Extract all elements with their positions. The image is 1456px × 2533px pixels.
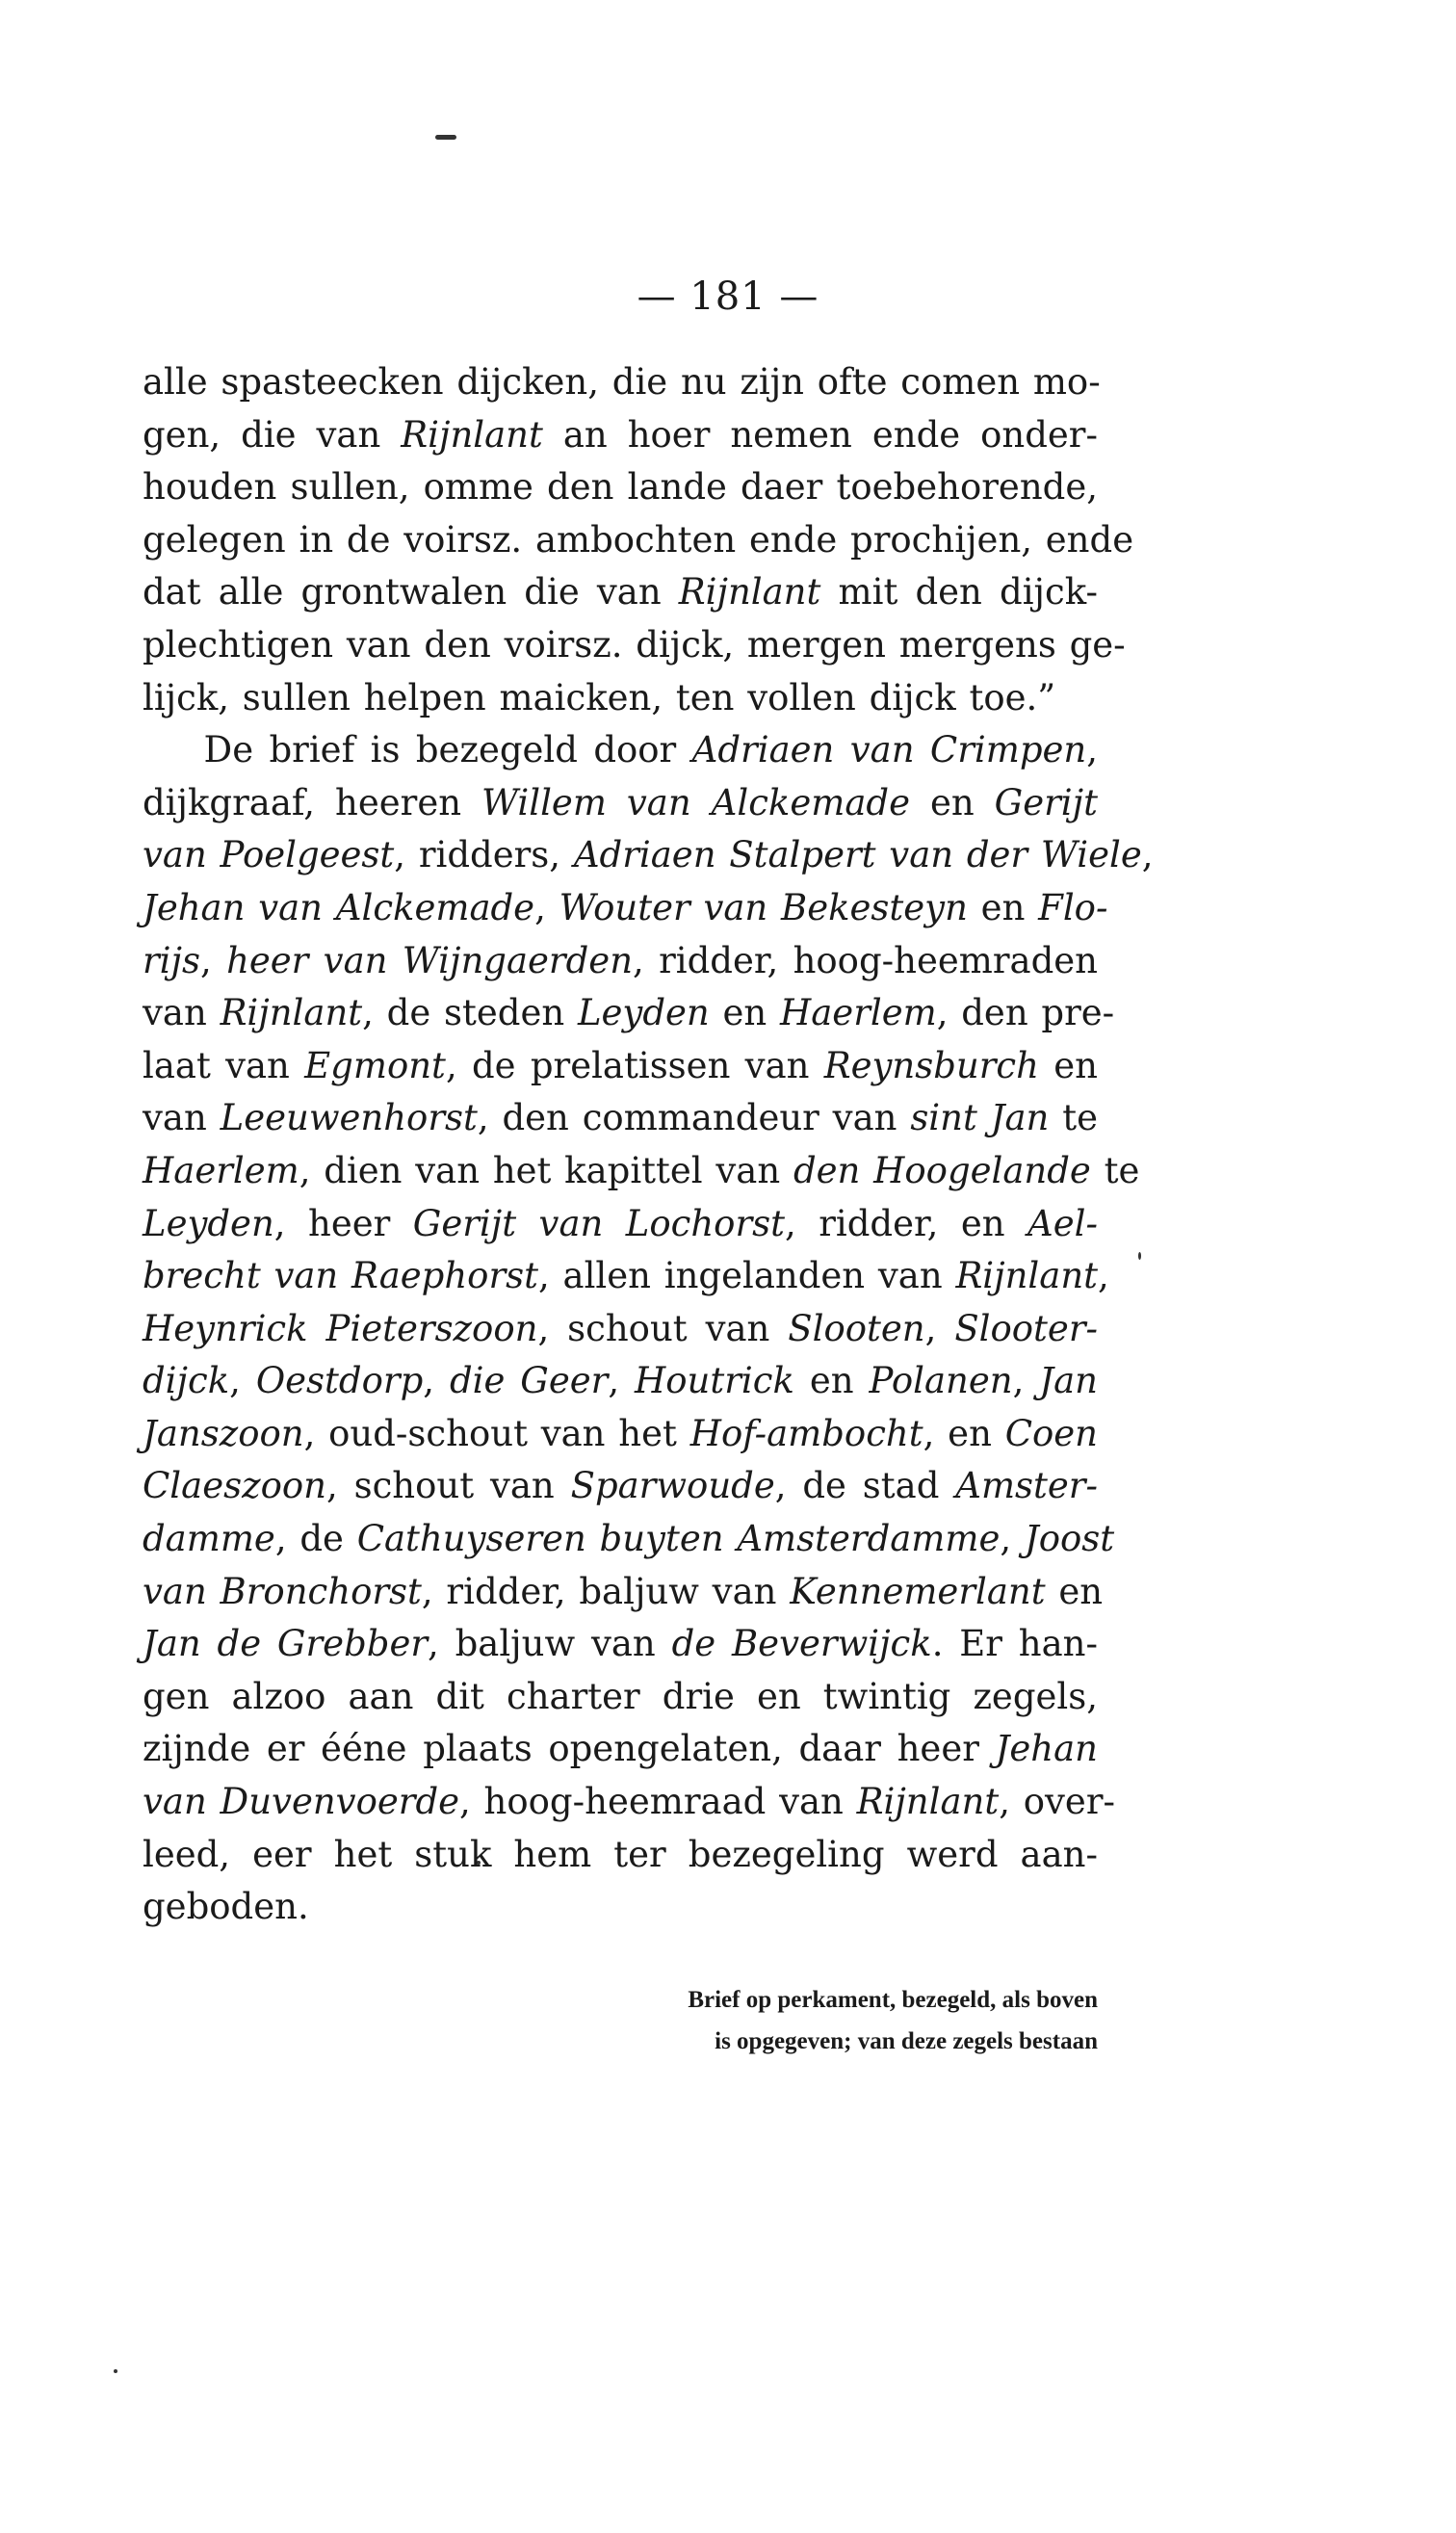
text-segment: zijnde er ééne plaats opengelaten, daar heer <box>143 1728 996 1770</box>
italic-text: heer van Wijngaerden <box>226 939 634 981</box>
text-segment: , <box>924 1307 955 1349</box>
ink-dot <box>1138 1252 1141 1260</box>
text-line <box>143 1881 1098 1934</box>
text-line <box>143 1355 1098 1408</box>
italic-text: brecht van Raephorst <box>143 1255 538 1297</box>
italic-text: sint Jan <box>910 1097 1050 1139</box>
italic-text: Joost <box>1024 1518 1115 1560</box>
text-segment: van <box>143 1097 221 1139</box>
italic-text: Oestdorp <box>255 1360 424 1402</box>
italic-text: Gerijt <box>994 781 1098 823</box>
text-segment: , <box>1012 1360 1040 1402</box>
text-segment: , ridder, baljuw van <box>421 1570 791 1612</box>
text-segment: laat van <box>143 1044 305 1086</box>
text-segment: , ridder, hoog-heemraden <box>633 939 1098 981</box>
text-segment: , <box>1098 1255 1109 1297</box>
italic-text: die Geer <box>449 1360 609 1402</box>
text-segment: . Er han- <box>931 1623 1098 1665</box>
text-line <box>143 1776 1116 1829</box>
text-segment: , ridders, <box>394 834 574 876</box>
italic-text: Reynsburch <box>823 1044 1039 1086</box>
italic-text: Leyden <box>143 1202 274 1244</box>
text-line <box>143 1040 1098 1093</box>
italic-text: Rijnlant <box>220 992 363 1034</box>
text-line <box>143 619 1126 672</box>
text-line <box>143 987 1115 1040</box>
text-segment: lijck, sullen helpen maicken, ten vollen dijck toe.” <box>143 676 1056 718</box>
text-segment: en <box>967 886 1039 928</box>
italic-text: Jan <box>1039 1360 1099 1402</box>
text-segment: , over- <box>999 1781 1116 1823</box>
text-segment: , heer <box>273 1202 413 1244</box>
italic-text: Slooter- <box>954 1307 1099 1349</box>
italic-text: van Poelgeest <box>143 834 395 876</box>
italic-text: Jehan <box>995 1728 1098 1770</box>
italic-text: Slooten <box>788 1307 925 1349</box>
italic-text: Flo- <box>1038 886 1108 928</box>
italic-text: Rijnlant <box>955 1255 1099 1297</box>
text-segment: en <box>1045 1570 1104 1612</box>
text-segment: en <box>793 1360 870 1402</box>
italic-text: Jan de Grebber <box>143 1623 429 1665</box>
text-segment: , allen ingelanden van <box>538 1255 956 1297</box>
text-segment: , schout van <box>325 1465 571 1507</box>
italic-text: Hof-ambocht <box>689 1412 923 1454</box>
text-segment: en <box>909 781 995 823</box>
italic-text: den Hoogelande <box>793 1149 1091 1191</box>
italic-text: Wouter van Bekesteyn <box>559 886 968 928</box>
text-segment: , en <box>923 1412 1005 1454</box>
text-segment: De brief is bezegeld door <box>143 729 692 771</box>
text-line <box>143 461 1098 514</box>
footnote-line: Brief op perkament, bezegeld, als boven <box>688 1987 1098 2013</box>
italic-text: Houtrick <box>635 1360 794 1402</box>
text-line <box>143 777 1098 830</box>
text-segment: te <box>1090 1149 1140 1191</box>
text-segment: , baljuw van <box>428 1623 672 1665</box>
italic-text: de Beverwijck <box>671 1623 932 1665</box>
text-line <box>143 1460 1098 1513</box>
text-segment: , de prelatissen van <box>445 1044 824 1086</box>
italic-text: Heynrick Pieterszoon <box>143 1307 538 1349</box>
italic-text: Haerlem <box>143 1149 299 1191</box>
footnote <box>578 1979 1098 2062</box>
text-segment: , hoog-heemraad van <box>459 1781 857 1823</box>
text-segment: , <box>534 886 559 928</box>
text-line <box>143 409 1098 462</box>
body-text <box>143 356 1154 1934</box>
text-segment: dat alle grontwalen die van <box>143 571 679 614</box>
italic-text: Willem van Alckemade <box>481 781 910 823</box>
text-segment: en <box>1038 1044 1098 1086</box>
text-line <box>143 1829 1098 1882</box>
text-segment: , <box>229 1360 256 1402</box>
italic-text: Rijnlant <box>678 571 821 614</box>
italic-text: Adriaen van Crimpen <box>691 729 1087 771</box>
italic-text: van Duvenvoerde <box>143 1781 460 1823</box>
page-number: — 181 — <box>637 274 819 319</box>
text-segment: , <box>199 939 227 981</box>
italic-text: Rijnlant <box>856 1781 1000 1823</box>
italic-text: Jehan van Alckemade <box>143 886 535 928</box>
text-segment: gen, die van <box>143 413 402 456</box>
italic-text: damme <box>143 1518 275 1560</box>
text-line <box>143 829 1154 882</box>
text-segment: , de <box>274 1518 357 1560</box>
italic-text: rijs <box>143 939 200 981</box>
text-segment: mit den dijck- <box>820 571 1098 614</box>
italic-text: Kennemerlant <box>790 1570 1046 1612</box>
italic-text: Leyden <box>577 992 710 1034</box>
text-segment: , <box>423 1360 450 1402</box>
italic-text: Rijnlant <box>401 413 543 456</box>
text-line <box>143 672 1098 725</box>
text-line <box>143 1566 1104 1619</box>
text-segment: , den pre- <box>936 992 1115 1034</box>
text-segment: , ridder, en <box>785 1202 1028 1244</box>
text-segment: , <box>1141 834 1154 876</box>
text-segment: dijkgraaf, heeren <box>143 781 482 823</box>
text-line <box>143 882 1108 935</box>
italic-text: Ael- <box>1027 1202 1098 1244</box>
text-line <box>143 356 1101 409</box>
text-segment: , de steden <box>362 992 578 1034</box>
italic-text: van Bronchorst <box>143 1570 422 1612</box>
text-segment: gen alzoo aan dit charter drie en twintig zegels, <box>143 1675 1098 1717</box>
text-segment: gelegen in de voirsz. ambochten ende prochijen, ende <box>143 518 1134 561</box>
text-line <box>143 1671 1098 1724</box>
text-line <box>143 1618 1098 1671</box>
footnote-line: is opgegeven; van deze zegels bestaan <box>715 2028 1098 2054</box>
text-line <box>143 935 1098 988</box>
text-line <box>143 1408 1098 1461</box>
text-line <box>143 1145 1140 1198</box>
italic-text: dijck <box>143 1360 230 1402</box>
text-line <box>143 1198 1098 1251</box>
italic-text: Sparwoude <box>570 1465 775 1507</box>
ink-mark <box>435 135 456 140</box>
text-line <box>143 724 1098 777</box>
text-segment: , de stad <box>774 1465 956 1507</box>
text-segment: , dien van het kapittel van <box>299 1149 793 1191</box>
text-segment: , oud-schout van het <box>303 1412 690 1454</box>
italic-text: Janszoon <box>143 1412 304 1454</box>
italic-text: Cathuyseren buyten Amsterdamme <box>356 1518 1001 1560</box>
italic-text: Coen <box>1004 1412 1099 1454</box>
text-segment: plechtigen van den voirsz. dijck, mergen mergens ge- <box>143 623 1126 666</box>
italic-text: Leeuwenhorst <box>220 1097 478 1139</box>
text-segment: , schout van <box>537 1307 789 1349</box>
text-line <box>143 1513 1115 1566</box>
italic-text: Polanen <box>869 1360 1013 1402</box>
text-segment: an hoer nemen ende onder- <box>542 413 1098 456</box>
text-segment: houden sullen, omme den lande daer toebehorende, <box>143 466 1098 509</box>
text-line <box>143 566 1098 619</box>
text-segment: te <box>1049 1097 1098 1139</box>
text-segment: , den commandeur van <box>477 1097 911 1139</box>
ink-dot <box>114 2369 117 2373</box>
italic-text: Amster- <box>955 1465 1098 1507</box>
text-line <box>143 1303 1098 1356</box>
italic-text: Adriaen Stalpert van der Wiele <box>573 834 1142 876</box>
text-segment: leed, eer het stuk hem ter bezegeling werd aan- <box>143 1833 1098 1875</box>
italic-text: Claeszoon <box>143 1465 326 1507</box>
italic-text: Egmont <box>304 1044 446 1086</box>
text-line <box>143 1092 1098 1145</box>
text-line <box>143 514 1134 567</box>
text-line <box>143 1250 1109 1303</box>
text-line <box>143 1723 1098 1776</box>
italic-text: Gerijt van Lochorst <box>412 1202 785 1244</box>
text-segment: alle spasteecken dijcken, die nu zijn ofte comen mo- <box>143 361 1101 403</box>
text-segment: , <box>1086 729 1099 771</box>
text-segment: , <box>1000 1518 1025 1560</box>
text-segment: , <box>608 1360 635 1402</box>
italic-text: Haerlem <box>779 992 937 1034</box>
text-segment: van <box>143 992 221 1034</box>
text-segment: geboden. <box>143 1886 309 1928</box>
text-segment: en <box>709 992 780 1034</box>
